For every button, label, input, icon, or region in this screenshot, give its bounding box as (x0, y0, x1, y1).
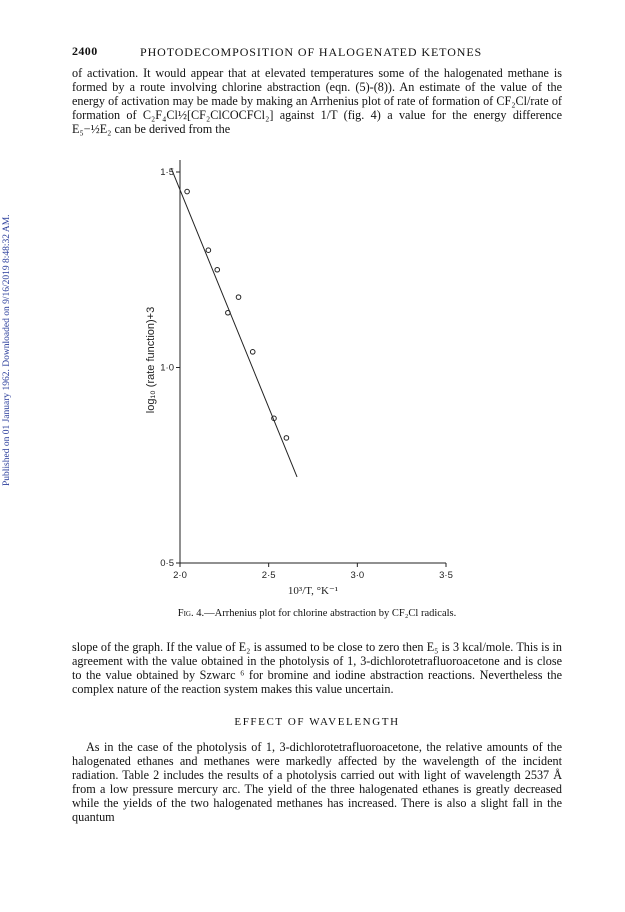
y-tick-label: 1·5 (160, 167, 174, 178)
data-point (185, 189, 190, 194)
x-tick-label: 2·0 (173, 570, 187, 581)
data-point (206, 248, 211, 253)
y-axis-label: log₁₀ (rate function)+3 (145, 306, 157, 414)
data-point (236, 295, 241, 300)
running-title: PHOTODECOMPOSITION OF HALOGENATED KETONES (140, 45, 483, 59)
running-header (72, 44, 562, 60)
section-heading: EFFECT OF WAVELENGTH (234, 716, 400, 728)
x-tick-label: 3·5 (439, 570, 453, 581)
figure-label: Fig. 4. (177, 608, 205, 619)
figure-caption-text: —Arrhenius plot for chlorine abstraction by CF₂Cl radicals. (204, 608, 457, 619)
fit-line (171, 168, 297, 477)
data-point (226, 310, 231, 315)
figure-caption (72, 608, 562, 619)
download-stamp: Published on 01 January 1962. Downloaded on 9/16/2019 8:48:32 AM. (2, 214, 12, 486)
data-point (215, 267, 220, 272)
data-points (185, 189, 289, 440)
data-point (250, 350, 255, 355)
page-number: 2400 (72, 44, 98, 58)
chart-plot-area (171, 160, 446, 563)
x-axis-ticks (173, 563, 453, 581)
paragraph-2: slope of the graph. If the value of E₂ is assumed to be close to zero then E₅ is 3 kcal/mole. This is in agreement with the value obtained in the photolysis of 1, 3-dichlorotetrafluoroacetone and is close to the value obtained by Szwarc ⁶ for bromine and iodine abstraction reactions. Nevertheless the complex nature of the reaction system makes this value uncertain. (72, 640, 562, 697)
paragraph-3: As in the case of the photolysis of 1, 3-dichlorotetrafluoroacetone, the relative amounts of the halogenated ethanes and methanes were markedly affected by the wavelength of the incident radiation. Table 2 includes the results of a photolysis carried out with light of wavelength 2537 Å from a low pressure mercury arc. The yield of the three halogenated ethanes is greatly decreased while the yields of the two halogenated methanes has increased. There is also a slight fall in the quantum (72, 740, 562, 825)
y-axis-ticks (160, 167, 180, 569)
y-tick-label: 1·0 (160, 362, 174, 374)
y-tick-label: 0·5 (160, 558, 174, 569)
x-tick-label: 2·5 (261, 570, 276, 581)
paragraph-1: of activation. It would appear that at elevated temperatures some of the halogenated methane is formed by a route involving chlorine abstraction (eqn. (5)-(8)). An estimate of the value of the energy of activation may be made by making an Arrhenius plot of rate of formation of CF₂Cl/rate of formation of C₂F₄Cl½[CF₂ClCOCFCl₂] against 1/T (fig. 4) a value for the energy difference E₅−½E₂ can be derived from the (72, 66, 562, 137)
data-point (284, 436, 289, 441)
x-tick-label: 3·0 (350, 570, 365, 581)
x-axis-label: 10³/T, °K⁻¹ (287, 585, 339, 597)
arrhenius-chart (100, 150, 470, 600)
